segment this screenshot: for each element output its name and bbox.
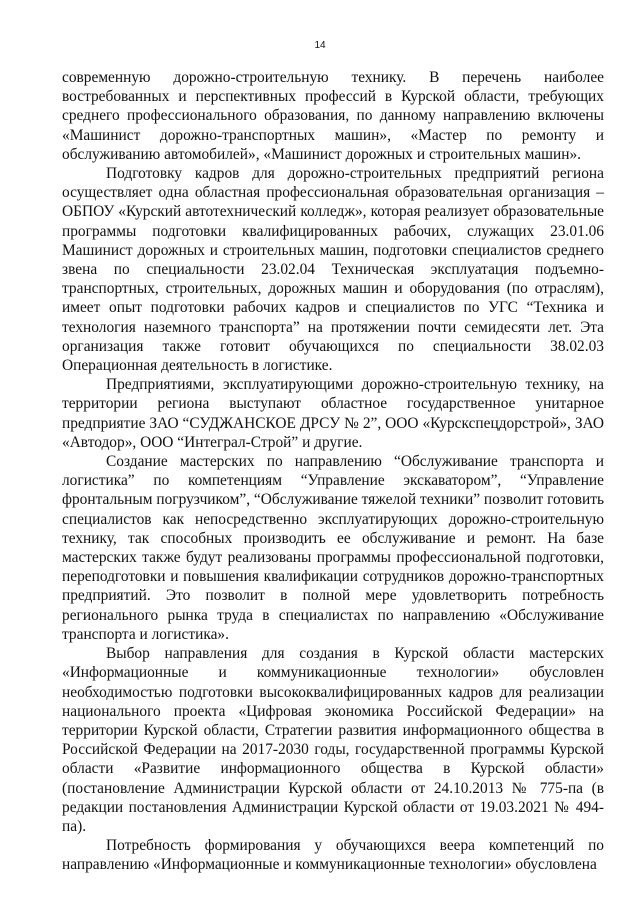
paragraph-training-staff: Подготовку кадров для дорожно-строительных предприятий региона осуществляет одна областная профессиональная образовательная организация – ОБПОУ «Курский автотехнический колледж», которая реализует образовательные программы подготовки квалифицированных рабочих, служащих 23.01.06 Машинист дорожных и строительных машин, подготовки специалистов среднего звена по специальности 23.02.04 Техническая эксплуатация подъемно-транспортных, строительных, дорожных машин и оборудования (по отраслям), имеет опыт подготовки рабочих кадров и специалистов по УГС “Техника и технология наземного транспорта” на протяжении почти семидесяти лет. Эта организация также готовит обучающихся по специальности 38.02.03 Операционная деятельность в логистике. [62,165,604,375]
page-number: 14 [314,40,326,51]
paragraph-continuation: современную дорожно-строительную технику. В перечень наиболее востребованных и перспективных профессий в Курской области, требующих среднего профессионального образования, по данному направлению включены «Машинист дорожно-транспортных машин», «Мастер по ремонту и обслуживанию автомобилей», «Машинист дорожных и строительных машин». [62,69,604,163]
paragraph-enterprises: Предприятиями, эксплуатирующими дорожно-строительную технику, на территории региона выступают областное государственное унитарное предприятие ЗАО “СУДЖАНСКОЕ ДРСУ № 2”, ООО «Курскспецдорстрой», ЗАО «Автодор», ООО “Интеграл-Строй” и другие. [62,376,604,451]
paragraph-workshops: Создание мастерских по направлению “Обслуживание транспорта и логистика” по компетенциям “Управление экскаватором”, “Управление фронтальным погрузчиком”, “Обслуживание тяжелой техники” позволит готовить специалистов как непосредственно эксплуатирующих дорожно-строительную технику, так способных производить ее обслуживание и ремонт. На базе мастерских также будут реализованы программы профессиональной подготовки, переподготовки и повышения квалификации сотрудников дорожно-транспортных предприятий. Это позволит в полной мере удовлетворить потребность регионального рынка труда в специалистах по направлению «Обслуживание транспорта и логистика». [62,453,604,643]
paragraph-it-direction: Выбор направления для создания в Курской области мастерских «Информационные и коммуникационные технологии» обусловлен необходимостью подготовки высококвалифицированных кадров для реализации национального проекта «Цифровая экономика Российской Федерации» на территории Курской области, Стратегии развития информационного общества в Российской Федерации на 2017-2030 годы, государственной программы Курской области «Развитие информационного общества в Курской области» (постановление Администрации Курской области от 24.10.2013 № 775-па (в редакции постановления Администрации Курской области от 19.03.2021 № 494-па). [62,645,604,835]
paragraph-competencies: Потребность формирования у обучающихся веера компетенций по направлению «Информационные и коммуникационные технологии» обусловлена [62,837,604,874]
document-body [62,68,604,875]
